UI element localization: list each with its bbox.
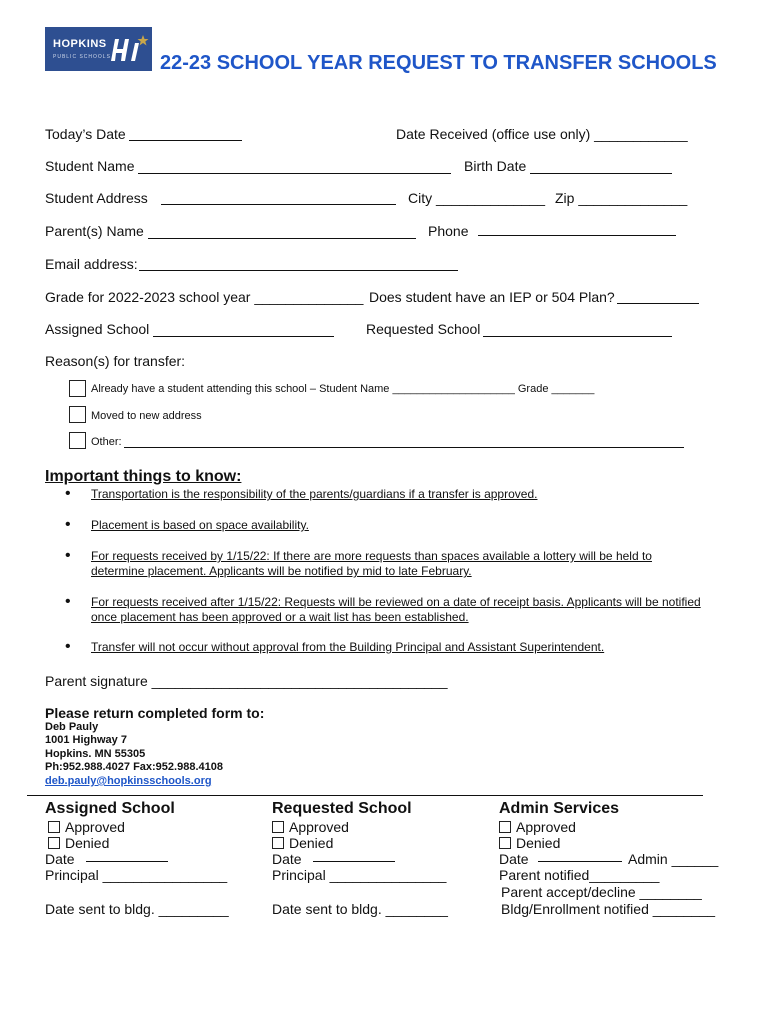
reason-moved-label: Moved to new address [91,410,202,422]
zip-label: Zip ______________ [555,190,688,206]
student-address-label: Student Address [45,190,148,206]
todays-date-label: Today’s Date [45,126,126,142]
reason-sibling-label: Already have a student attending this school – Student Name ____________________ Grade _______ [91,383,595,395]
requested-denied-label: Denied [289,835,334,851]
assigned-denied-option[interactable] [48,835,109,851]
important-heading: Important things to know: [45,468,242,485]
admin-date-field[interactable] [538,861,622,862]
checkbox-icon [272,821,284,833]
requested-approved-label: Approved [289,819,349,835]
admin-approved-option[interactable] [499,819,576,835]
student-name-label: Student Name [45,158,135,174]
requested-column-heading: Requested School [272,800,412,817]
important-item: For requests received after 1/15/22: Requests will be reviewed on a date of receipt basis. Applicants will be notified once placement has been approved or a wait list has been established. [91,595,701,624]
reason-moved-checkbox[interactable] [69,406,86,423]
student-address-field[interactable] [161,204,396,205]
important-item: Transfer will not occur without approval from the Building Principal and Assistant Superintendent. [91,640,605,654]
page-title: 22-23 SCHOOL YEAR REQUEST TO TRANSFER SCHOOLS [160,52,717,74]
important-item: For requests received by 1/15/22: If there are more requests than spaces available a lottery will be held to determine placement. Applicants will be notified by mid to late February. [91,549,652,578]
admin-column-heading: Admin Services [499,800,620,817]
bullet-marker: • [65,547,71,564]
important-item: Placement is based on space availability. [91,518,309,532]
logo-subtext: PUBLIC SCHOOLS [53,54,111,60]
assigned-date-field[interactable] [86,861,168,862]
return-email-link[interactable]: deb.pauly@hopkinsschools.org [45,775,212,787]
return-street: 1001 Highway 7 [45,734,127,746]
assigned-approved-option[interactable] [48,819,125,835]
iep-label: Does student have an IEP or 504 Plan? [369,289,615,305]
phone-field[interactable] [478,235,676,236]
email-label: Email address: [45,256,138,272]
city-label: City ______________ [408,190,546,206]
parent-signature-label: Parent signature ______________________________________ [45,673,448,689]
assigned-date-label: Date [45,851,75,867]
parents-name-label: Parent(s) Name [45,223,144,239]
admin-parent-notified-label: Parent notified_________ [499,867,660,883]
checkbox-icon [499,821,511,833]
return-phone-fax: Ph:952.988.4027 Fax:952.988.4108 [45,761,223,773]
assigned-school-field[interactable] [153,336,334,337]
admin-denied-label: Denied [516,835,561,851]
requested-approved-option[interactable] [272,819,349,835]
checkbox-icon [48,837,60,849]
iep-field[interactable] [617,303,699,304]
logo-flag-icon [105,33,149,65]
admin-denied-option[interactable] [499,835,560,851]
reason-other-field[interactable] [124,447,684,448]
requested-date-sent-label: Date sent to bldg. ________ [272,901,448,917]
reason-other-checkbox[interactable] [69,432,86,449]
divider [27,795,703,796]
date-received-label: Date Received (office use only) ____________ [396,126,688,142]
bullet-marker: • [65,516,71,533]
birth-date-label: Birth Date [464,158,527,174]
requested-denied-option[interactable] [272,835,333,851]
admin-date-label: Date [499,851,529,867]
grade-label: Grade for 2022-2023 school year ______________ [45,289,364,305]
requested-school-field[interactable] [483,336,672,337]
assigned-school-label: Assigned School [45,321,150,337]
reason-other-label: Other: [91,436,122,448]
assigned-date-sent-label: Date sent to bldg. _________ [45,901,229,917]
requested-date-field[interactable] [313,861,395,862]
birth-date-field[interactable] [530,173,672,174]
logo-text: HOPKINS [53,38,107,50]
parents-name-field[interactable] [148,238,416,239]
assigned-column-heading: Assigned School [45,800,175,817]
admin-admin-label: Admin ______ [628,851,719,867]
assigned-principal-label: Principal ________________ [45,867,228,883]
checkbox-icon [499,837,511,849]
important-item: Transportation is the responsibility of the parents/guardians if a transfer is approved. [91,487,538,501]
bullet-marker: • [65,485,71,502]
return-heading: Please return completed form to: [45,705,265,721]
reason-sibling-checkbox[interactable] [69,380,86,397]
assigned-approved-label: Approved [65,819,125,835]
checkbox-icon [48,821,60,833]
requested-school-label: Requested School [366,321,481,337]
email-field[interactable] [139,270,458,271]
assigned-denied-label: Denied [65,835,110,851]
hopkins-logo [45,27,152,71]
requested-principal-label: Principal _______________ [272,867,447,883]
student-name-field[interactable] [138,173,451,174]
phone-label: Phone [428,223,469,239]
return-name: Deb Pauly [45,721,99,733]
reasons-label: Reason(s) for transfer: [45,353,186,369]
bullet-marker: • [65,593,71,610]
requested-date-label: Date [272,851,302,867]
checkbox-icon [272,837,284,849]
todays-date-field[interactable] [129,140,242,141]
admin-parent-accept-label: Parent accept/decline ________ [501,884,702,900]
admin-bldg-notified-label: Bldg/Enrollment notified ________ [501,901,716,917]
admin-approved-label: Approved [516,819,576,835]
bullet-marker: • [65,638,71,655]
return-city: Hopkins. MN 55305 [45,748,146,760]
